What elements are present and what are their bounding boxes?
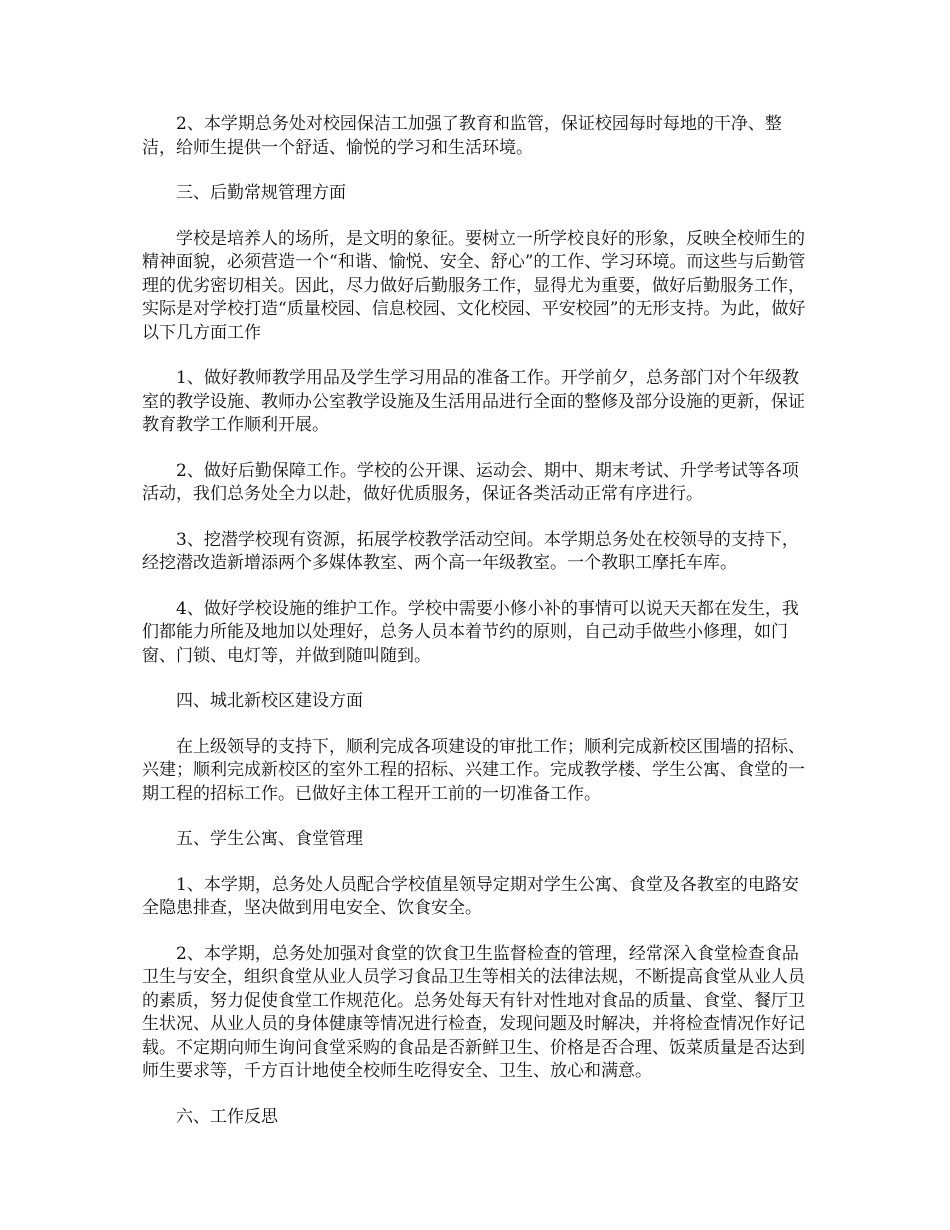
paragraph-logistics-support: 2、做好后勤保障工作。学校的公开课、运动会、期中、期末考试、升学考试等各项活动，我们总务处全力以赴，做好优质服务，保证各类活动正常有序进行。 xyxy=(142,460,799,504)
paragraph-cleaning-supervision: 2、本学期总务处对校园保洁工加强了教育和监管，保证校园每时每地的干净、整洁，给师生提供一个舒适、愉悦的学习和生活环境。 xyxy=(142,114,782,158)
paragraph-facility-maintenance: 4、做好学校设施的维护工作。学校中需要小修小补的事情可以说天天都在发生，我们都能力所能及地加以处理好，总务人员本着节约的原则，自己动手做些小修理，如门窗、门锁、电灯等，并做到随叫随到。 xyxy=(142,598,799,666)
paragraph-teaching-supplies: 1、做好教师教学用品及学生学习用品的准备工作。开学前夕，总务部门对个年级教室的教学设施、教师办公室教学设施及生活用品进行全面的整修及部分设施的更新，保证教育教学工作顺利开展。 xyxy=(142,368,805,435)
paragraph-new-campus-construction: 在上级领导的支持下，顺利完成各项建设的审批工作；顺利完成新校区围墙的招标、兴建；顺利完成新校区的室外工程的招标、兴建工作。完成教学楼、学生公寓、食堂的一期工程的招标工作。已做好主体工程开工前的一切准备工作。 xyxy=(142,736,805,804)
section-heading-dorm-canteen: 五、学生公寓、食堂管理 xyxy=(176,829,363,849)
paragraph-school-image: 学校是培养人的场所，是文明的象征。要树立一所学校良好的形象，反映全校师生的精神面貌，必须营造一个“和谐、愉悦、安全、舒心”的工作、学习环境。而这些与后勤管理的优劣密切相关。因此，尽力做好后勤服务工作，显得尤为重要，做好后勤服务工作，实际是对学校打造“质量校园、信息校园、文化校园、平安校园”的无形支持。为此，做好以下几方面工作 xyxy=(142,228,806,343)
section-heading-logistics-routine: 三、后勤常规管理方面 xyxy=(176,183,346,203)
section-heading-work-reflection: 六、工作反思 xyxy=(176,1106,278,1127)
paragraph-canteen-hygiene: 2、本学期，总务处加强对食堂的饮食卫生监督检查的管理，经常深入食堂检查食品卫生与安全，组织食堂从业人员学习食品卫生等相关的法律法规，不断提高食堂从业人员的素质，努力促使食堂工作规范化。总务处每天有针对性地对食品的质量、食堂、餐厅卫生状况、从业人员的身体健康等情况进行检查，发现问题及时解决，并将检查情况作好记载。不定期向师生询问食堂采购的食品是否新鲜卫生、价格是否合理、饭菜质量是否达到师生要求等，千方百计地使全校师生吃得安全、卫生、放心和满意。 xyxy=(142,943,805,1081)
document-body xyxy=(142,113,810,1151)
paragraph-resource-expansion: 3、挖潜学校现有资源，拓展学校教学活动空间。本学期总务处在校领导的支持下，经挖潜改造新增添两个多媒体教室、两个高一年级教室。一个教职工摩托车库。 xyxy=(142,529,799,573)
paragraph-electrical-safety: 1、本学期，总务处人员配合学校值星领导定期对学生公寓、食堂及各教室的电路安全隐患排查，坚决做到用电安全、饮食安全。 xyxy=(142,874,799,918)
section-heading-new-campus: 四、城北新校区建设方面 xyxy=(176,691,363,711)
